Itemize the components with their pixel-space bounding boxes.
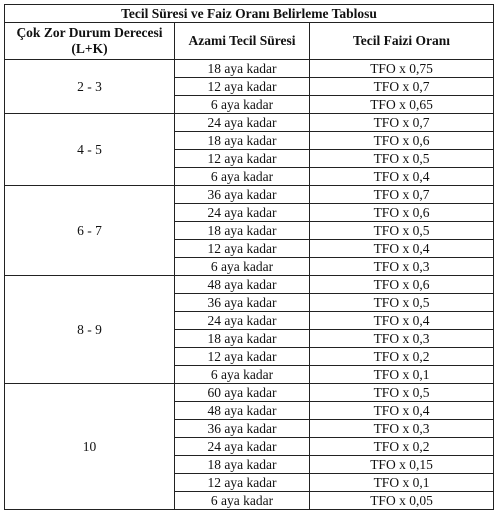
table-container [4,4,493,510]
period-cell: 12 aya kadar [175,78,310,96]
period-cell: 18 aya kadar [175,60,310,78]
period-cell: 18 aya kadar [175,222,310,240]
rate-cell: TFO x 0,5 [310,150,494,168]
rate-cell: TFO x 0,4 [310,240,494,258]
table-row [5,186,494,204]
period-cell: 6 aya kadar [175,366,310,384]
period-cell: 18 aya kadar [175,456,310,474]
period-cell: 12 aya kadar [175,474,310,492]
header-period: Azami Tecil Süresi [175,23,310,60]
period-cell: 6 aya kadar [175,492,310,510]
period-cell: 12 aya kadar [175,150,310,168]
period-cell: 6 aya kadar [175,258,310,276]
rate-cell: TFO x 0,7 [310,186,494,204]
period-cell: 48 aya kadar [175,402,310,420]
rate-cell: TFO x 0,15 [310,456,494,474]
rate-cell: TFO x 0,05 [310,492,494,510]
rate-cell: TFO x 0,2 [310,348,494,366]
table-body [5,60,494,510]
degree-cell: 10 [5,384,175,510]
rate-cell: TFO x 0,4 [310,168,494,186]
rate-cell: TFO x 0,6 [310,204,494,222]
header-degree: Çok Zor Durum Derecesi (L+K) [5,23,175,60]
rate-cell: TFO x 0,1 [310,474,494,492]
rate-cell: TFO x 0,4 [310,402,494,420]
rate-cell: TFO x 0,65 [310,96,494,114]
rate-cell: TFO x 0,5 [310,384,494,402]
table-row [5,384,494,402]
period-cell: 24 aya kadar [175,438,310,456]
rate-cell: TFO x 0,3 [310,258,494,276]
period-cell: 36 aya kadar [175,294,310,312]
table-row [5,60,494,78]
period-cell: 24 aya kadar [175,312,310,330]
period-cell: 48 aya kadar [175,276,310,294]
degree-cell: 6 - 7 [5,186,175,276]
rate-cell: TFO x 0,1 [310,366,494,384]
period-cell: 18 aya kadar [175,132,310,150]
period-cell: 60 aya kadar [175,384,310,402]
rate-cell: TFO x 0,6 [310,132,494,150]
rate-cell: TFO x 0,3 [310,420,494,438]
table-row [5,114,494,132]
rate-cell: TFO x 0,7 [310,114,494,132]
period-cell: 24 aya kadar [175,204,310,222]
period-cell: 36 aya kadar [175,420,310,438]
header-rate: Tecil Faizi Oranı [310,23,494,60]
table-title: Tecil Süresi ve Faiz Oranı Belirleme Tablosu [5,5,494,23]
period-cell: 12 aya kadar [175,240,310,258]
rate-cell: TFO x 0,5 [310,294,494,312]
degree-cell: 4 - 5 [5,114,175,186]
period-cell: 18 aya kadar [175,330,310,348]
rate-cell: TFO x 0,5 [310,222,494,240]
deferral-rate-table [4,4,494,510]
table-row [5,276,494,294]
rate-cell: TFO x 0,75 [310,60,494,78]
degree-cell: 2 - 3 [5,60,175,114]
period-cell: 12 aya kadar [175,348,310,366]
rate-cell: TFO x 0,4 [310,312,494,330]
degree-cell: 8 - 9 [5,276,175,384]
period-cell: 36 aya kadar [175,186,310,204]
period-cell: 6 aya kadar [175,96,310,114]
rate-cell: TFO x 0,2 [310,438,494,456]
period-cell: 24 aya kadar [175,114,310,132]
rate-cell: TFO x 0,3 [310,330,494,348]
rate-cell: TFO x 0,7 [310,78,494,96]
rate-cell: TFO x 0,6 [310,276,494,294]
period-cell: 6 aya kadar [175,168,310,186]
